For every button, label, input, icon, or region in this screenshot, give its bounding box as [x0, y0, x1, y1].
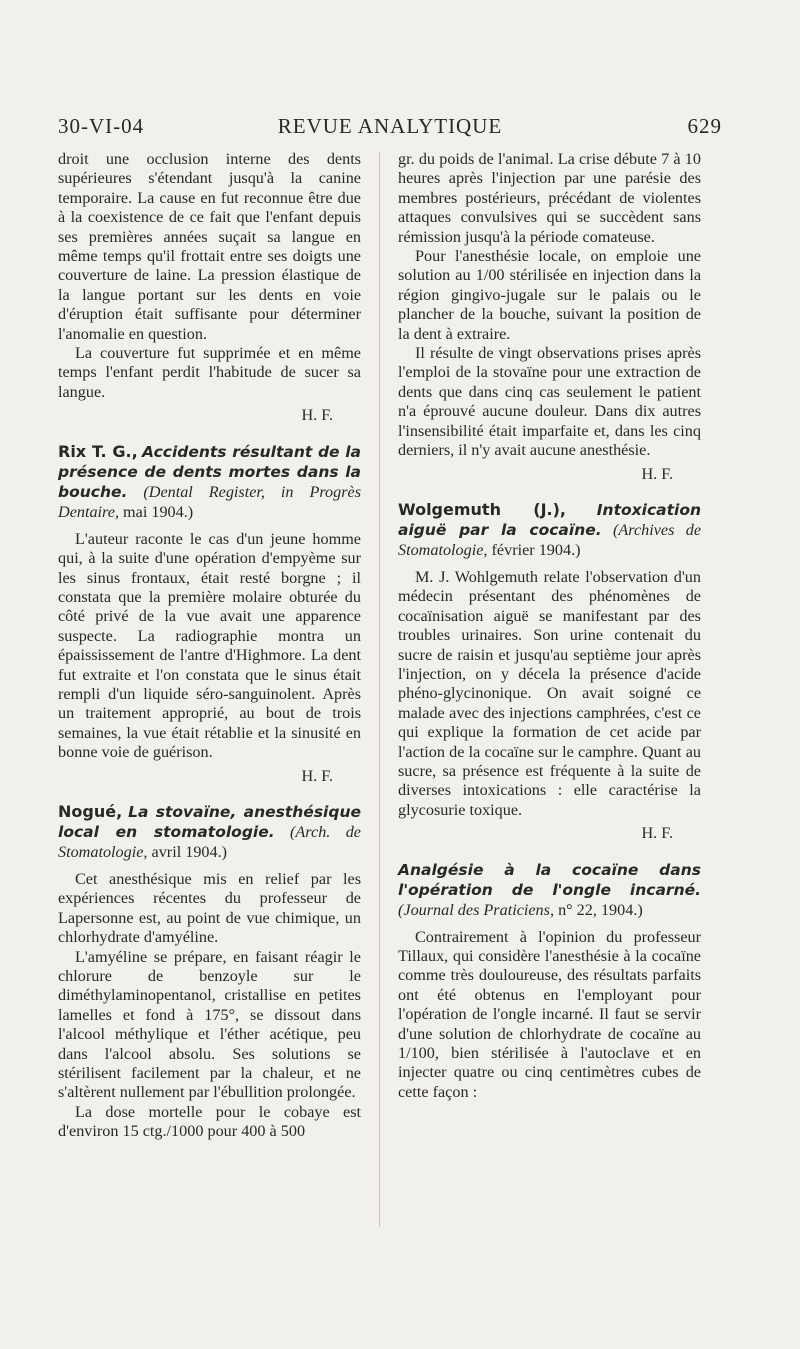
entry-citation-source: (Dental Register, in Progrès Dentaire, [58, 482, 362, 521]
entry-paragraph: Contrairement à l'opinion du professeur Tillaux, qui considère l'anesthésie à la cocaïne comme très douloureuse, des résultats parfaits ont été obtenus en l'employant pour l'opération de l'ongle incarné. Il faut se servir d'une solution de chlorhydrate de cocaïne au 1/100, bien stérilisée à l'autoclave et en injecter quatre ou cinq centimètres cubes de cette façon : [398, 927, 701, 1101]
entry-paragraph: Cet anesthésique mis en relief par les expériences récentes du professeur de Lapersonne est, au point de vue chimique, un chlorhydrate d'amyéline. [58, 869, 361, 947]
entry-signature: H. F. [641, 464, 673, 483]
entry-title: Analgésie à la cocaïne dans l'opération de l'ongle incarné. [398, 860, 701, 899]
entry-heading-wolgemuth [398, 500, 701, 560]
entry-citation-date: avril 1904.) [151, 842, 228, 861]
entry-citation-date: n° 22, 1904.) [558, 900, 643, 919]
entry-title: Accidents résultant de la présence de dents mortes dans la bouche. [58, 442, 362, 501]
intro-paragraph-2: La couverture fut supprimée et en même temps l'enfant perdit l'habitude de sucer sa langue. [58, 344, 361, 401]
intro-signature: H. F. [301, 406, 333, 425]
right-column [398, 150, 701, 1102]
entry-paragraph: M. J. Wohlgemuth relate l'observation d'un médecin présentant des phénomènes de cocaïnisation aiguë se manifestant par des troubles urinaires. Son urine contenait du sucre de raisin et jusqu'au septième jour après l'injection, on y décela la présence d'acide phéno-glycinonique. On avait soigné ce malade avec des injections camphrées, c'est ce qui explique la formation de cet acide par l'action de la cocaïne sur le camphre. Quant au sucre, sa présence est fréquente à la suite de diverses intoxications : elle caractérise la glycosurie toxique. [398, 567, 701, 819]
page-header [58, 114, 722, 144]
entry-author: Rix T. G., [58, 441, 138, 461]
entry-signature: H. F. [641, 824, 673, 843]
journal-title: REVUE ANALYTIQUE [277, 114, 503, 138]
continuation-paragraph: gr. du poids de l'animal. La crise débute 7 à 10 heures après l'injection par une parésie des membres postérieurs, précédant de violentes attaques convulsives qui se succèdent sans rémission jusqu'à la période comateuse. [398, 150, 701, 246]
entry-citation-source: (Archives de Stomatologie, [398, 520, 702, 559]
entry-author: Wolgemuth (J.), [398, 499, 566, 519]
entry-signature: H. F. [301, 766, 333, 785]
page-number: 629 [687, 114, 722, 138]
entry-heading-analgesie [398, 860, 701, 920]
entry-citation-source: (Arch. de Stomatologie, [58, 822, 361, 861]
entry-heading-rix [58, 442, 361, 522]
entry-title: Intoxication aiguë par la cocaïne. [398, 500, 702, 539]
entry-citation-date: mai 1904.) [123, 502, 194, 521]
column-divider [379, 152, 380, 1227]
intro-paragraph-1: droit une occlusion interne des dents supérieures s'étendant jusqu'à la canine temporaire. La cause en fut reconnue être due à la coexistence de ce fait que l'enfant depuis ses premières années suçait sa langue en même temps qu'il frottait entre ses doigts une couverture de laine. La pression élastique de la langue portant sur les dents en voie d'éruption était suffisante pour déterminer l'anomalie en question. [58, 150, 361, 343]
entry-author: Nogué, [58, 801, 123, 821]
header-date: 30-VI-04 [58, 114, 145, 138]
entry-paragraph: L'auteur raconte le cas d'un jeune homme qui, à la suite d'une opération d'empyème sur les sinus frontaux, était resté borgne ; il constata que la première molaire obturée du côté privé de la vue avait une apparence suspecte. La radiographie montra un épaississement de l'antre d'Highmore. La dent fut extraite et l'on constata que le sinus était rempli d'un liquide séro-sanguinolent. Après un traitement approprié, au bout de trois semaines, la vue était rétablie et la sinusité en bonne voie de guérison. [58, 529, 361, 762]
entry-title: La stovaïne, anesthésique local en stomatologie. [58, 802, 361, 841]
entry-heading-nogue [58, 802, 361, 862]
left-column [58, 150, 361, 1142]
entry-citation-date: février 1904.) [491, 540, 581, 559]
entry-paragraph: L'amyéline se prépare, en faisant réagir le chlorure de benzoyle sur le diméthylaminopentanol, cristallise en petites lamelles et fond à 175°, se dissout dans l'alcool méthylique et l'éther acétique, peu dans l'alcool absolu. Ses solutions se stérilisent facilement par la chaleur, et ne s'altèrent nullement par l'ébullition prolongée. [58, 947, 361, 1102]
entry-citation-source: (Journal des Praticiens, [398, 900, 555, 919]
entry-paragraph: La dose mortelle pour le cobaye est d'environ 15 ctg./1000 pour 400 à 500 [58, 1102, 361, 1141]
entry-paragraph: Pour l'anesthésie locale, on emploie une solution au 1/00 stérilisée en injection dans la région gingivo-jugale sur le palais ou le plancher de la bouche, suivant la position de la dent à extraire. [398, 247, 701, 343]
entry-paragraph: Il résulte de vingt observations prises après l'emploi de la stovaïne pour une extraction de dents que dans cinq cas seulement le patient n'a éprouvé aucune douleur. Dans dix autres l'insensibilité était imparfaite et, dans les cinq derniers, il n'y avait aucune anesthésie. [398, 344, 701, 460]
